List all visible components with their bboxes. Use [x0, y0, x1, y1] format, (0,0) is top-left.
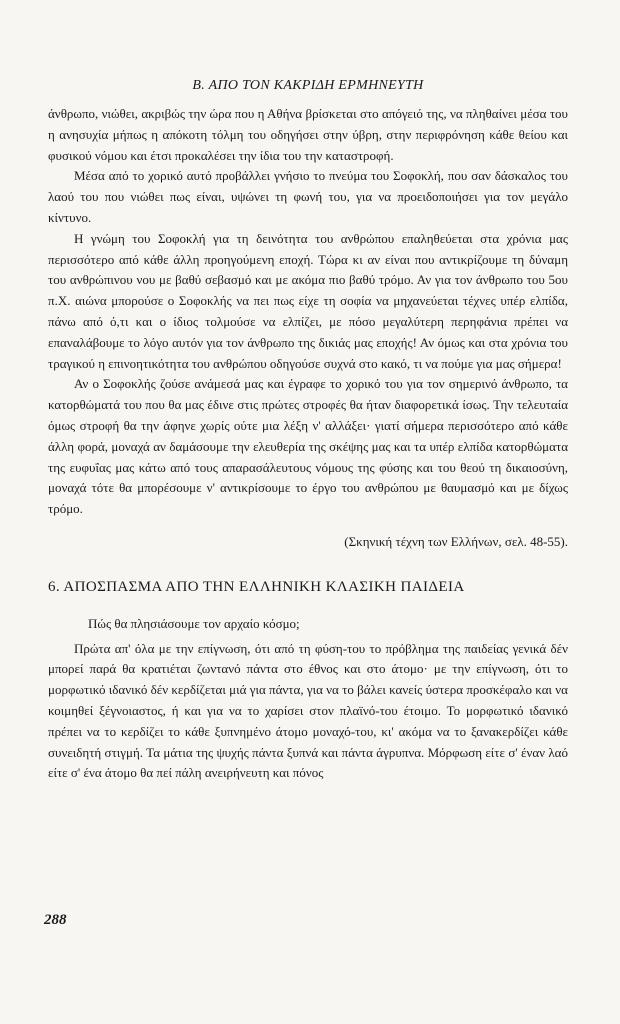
- paragraph-4: Αν ο Σοφοκλής ζούσε ανάμεσά μας και έγραφε το χορικό του για τον σημερινό άνθρωπο, τα κατορθώματά του που θα μας έδινε στις πρώτες στροφές θα ήταν διαφορετικά ίσως. Την τελευταία όμως στροφή θα την άφηνε χωρίς ούτε μια λέξη ν' αλλάξει· γιατί σήμερα περισσότερο από κάθε άλλη φορά, μοναχά αν δαμάσουμε την ελευθερία της σκέψης μας και τα υπέρ ελπίδα κατορθώματα της ευφυΐας μας κάτω από τους απαρασάλευτους νόμους της φύσης και του θεού τη δικαιοσύνη, μοναχά τότε θα μπορέσουμε ν' αντικρίσουμε το έργο του ανθρώπου με θαυμασμό και με δίχως τρόμο.: [48, 376, 568, 517]
- book-page: [48, 78, 568, 784]
- question-line: Πώς θα πλησιάσουμε τον αρχαίο κόσμο;: [88, 615, 300, 631]
- section-paragraph: Πρώτα απ' όλα με την επίγνωση, ότι από τη φύση-του το πρόβλημα της παιδείας γενικά δέν μπορεί παρά θα κρατιέται ζωντανό πάντα στο έθνος και στο άτομο· με την επίγνωση, ότι το μορφωτικό ιδανικό δέν κερδίζεται μιά για πάντα, για να το βάλει κανείς ύστερα προσκέφαλο και να κοιμηθεί ξέγνοιαστος, ή και για να το χαρίσει στον πλαϊνό-του έτοιμο. Το μορφωτικό ιδανικό πρέπει να το κερδίζει το κάθε ξυπνημένο άτομο μοναχό-του, κι' ακόμα να το ξανακερδίζει κάθε συνειδητή στιγμή. Τα μάτια της ψυχής πάντα ξυπνά και πάντα άγρυπνα. Μόρφωση είτε σ' έναν λαό είτε σ' ένα άτομο θα πεί πάλη ανειρήνευτη και πόνος: [48, 640, 568, 781]
- section-heading: 6. ΑΠΟΣΠΑΣΜΑ ΑΠΟ ΤΗΝ ΕΛΛΗΝΙΚΗ ΚΛΑΣΙΚΗ ΠΑΙΔΕΙΑ: [48, 578, 465, 595]
- page-number: 288: [44, 912, 67, 928]
- paragraph-1: άνθρωπο, νιώθει, ακριβώς την ώρα που η Αθήνα βρίσκεται στο απόγειό της, να πληθαίνει μέσα του η ανησυχία μήπως η απόκοτη τόλμη του οδηγήσει στην ύβρη, στην περιφρόνηση κάθε θείου και φυσικού νόμου και έτσι προκαλέσει την ίδια του την καταστροφή.: [48, 106, 568, 163]
- paragraph-2: Μέσα από το χορικό αυτό προβάλλει γνήσιο το πνεύμα του Σοφοκλή, που σαν δάσκαλος του λαού του που νιώθει πως είναι, υψώνει τη φωνή του, για να προειδοποιήσει για τον μεγάλο κίντυνο.: [48, 168, 568, 225]
- paragraph-3: Η γνώμη του Σοφοκλή για τη δεινότητα του ανθρώπου επαληθεύεται στα χρόνια μας περισσότερο από κάθε άλλη προηγούμενη εποχή. Τώρα κι αν είναι που αντικρίζουμε τη δύναμη του ανθρώπινου νου με βαθύ σεβασμό και με ακόμα πιο βαθύ τρόμο. Αν για τον άνθρωπο του 5ου π.Χ. αιώνα μπορούσε ο Σοφοκλής να πει πως είχε τη σοφία να μηχανεύεται τέχνες υπέρ ελπίδα, πάνω από ό,τι και ο ίδιος τολμούσε να ελπίζει, με πόσο μεγαλύτερη περηφάνια πρέπει να επαναλάβουμε το λόγο αυτόν για τον άνθρωπο της δικιάς μας εποχής! Αν όμως και στα χρόνια του τραγικού η επινοητικότητα του ανθρώπου οδηγούσε συχνά στο κακό, τι να πούμε για μας σήμερα!: [48, 230, 568, 371]
- running-head: Β. ΑΠΟ ΤΟΝ ΚΑΚΡΙΔΗ ΕΡΜΗΝΕΥΤΗ: [192, 78, 424, 93]
- citation: (Σκηνική τέχνη των Ελλήνων, σελ. 48-55).: [344, 533, 568, 549]
